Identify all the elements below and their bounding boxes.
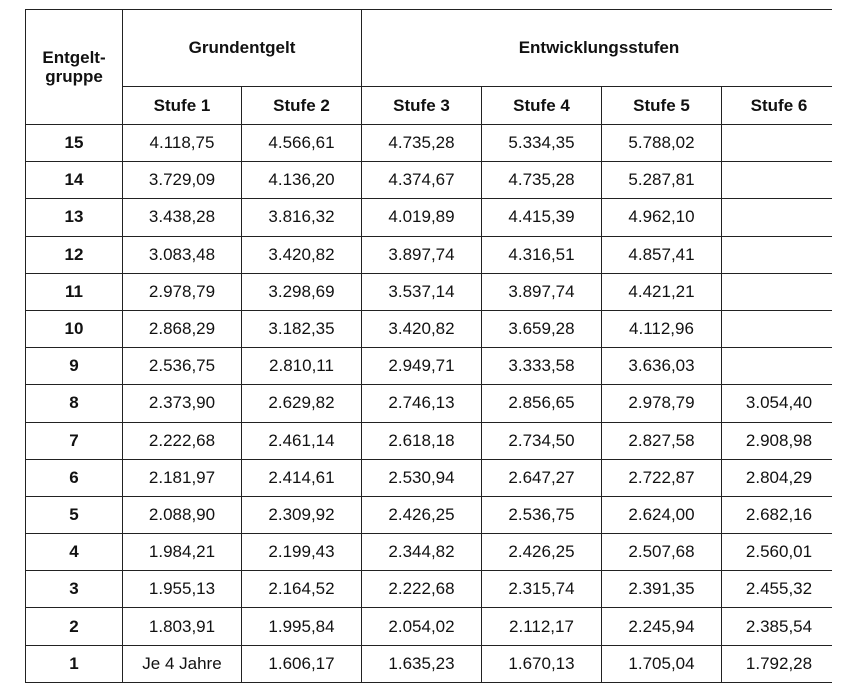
table-row bbox=[26, 422, 837, 459]
salary-cell: 4.735,28 bbox=[482, 162, 602, 199]
salary-cell: 4.421,21 bbox=[602, 273, 722, 310]
pay-group-cell: 5 bbox=[26, 496, 123, 533]
salary-cell: 3.333,58 bbox=[482, 348, 602, 385]
salary-cell: 5.287,81 bbox=[602, 162, 722, 199]
salary-cell: 2.647,27 bbox=[482, 459, 602, 496]
salary-cell: 2.112,17 bbox=[482, 608, 602, 645]
table-row bbox=[26, 385, 837, 422]
table-row bbox=[26, 162, 837, 199]
pay-group-header-line1: Entgelt- bbox=[42, 48, 106, 67]
salary-cell: 1.635,23 bbox=[362, 645, 482, 682]
pay-group-cell: 2 bbox=[26, 608, 123, 645]
level-header: Stufe 2 bbox=[242, 87, 362, 125]
salary-cell: 2.536,75 bbox=[123, 348, 242, 385]
salary-cell: 2.181,97 bbox=[123, 459, 242, 496]
salary-cell: 2.908,98 bbox=[722, 422, 837, 459]
pay-group-cell: 7 bbox=[26, 422, 123, 459]
salary-cell: 2.222,68 bbox=[362, 571, 482, 608]
salary-cell: 4.415,39 bbox=[482, 199, 602, 236]
salary-cell: 4.566,61 bbox=[242, 125, 362, 162]
salary-cell: 1.955,13 bbox=[123, 571, 242, 608]
salary-cell: 2.385,54 bbox=[722, 608, 837, 645]
salary-cell: 1.705,04 bbox=[602, 645, 722, 682]
level-header: Stufe 4 bbox=[482, 87, 602, 125]
pay-group-cell: 12 bbox=[26, 236, 123, 273]
salary-cell bbox=[722, 199, 837, 236]
table-row bbox=[26, 459, 837, 496]
pay-table-container bbox=[25, 9, 837, 683]
salary-cell bbox=[722, 273, 837, 310]
pay-group-cell: 15 bbox=[26, 125, 123, 162]
salary-cell: 3.182,35 bbox=[242, 310, 362, 347]
table-row bbox=[26, 571, 837, 608]
salary-cell: 1.606,17 bbox=[242, 645, 362, 682]
table-row bbox=[26, 608, 837, 645]
table-row bbox=[26, 125, 837, 162]
pay-group-cell: 6 bbox=[26, 459, 123, 496]
salary-cell: 1.792,28 bbox=[722, 645, 837, 682]
salary-cell: 3.420,82 bbox=[362, 310, 482, 347]
pay-group-header-line2: gruppe bbox=[45, 67, 103, 86]
table-row bbox=[26, 236, 837, 273]
salary-cell bbox=[722, 162, 837, 199]
salary-cell: 4.735,28 bbox=[362, 125, 482, 162]
salary-cell: 3.659,28 bbox=[482, 310, 602, 347]
page-margin bbox=[832, 0, 863, 700]
salary-cell: 3.729,09 bbox=[123, 162, 242, 199]
development-levels-header: Entwicklungsstufen bbox=[362, 10, 837, 87]
salary-cell: 3.420,82 bbox=[242, 236, 362, 273]
level-header: Stufe 1 bbox=[123, 87, 242, 125]
salary-cell: 2.088,90 bbox=[123, 496, 242, 533]
pay-group-cell: 14 bbox=[26, 162, 123, 199]
salary-cell: 2.164,52 bbox=[242, 571, 362, 608]
salary-cell: 2.804,29 bbox=[722, 459, 837, 496]
salary-cell: 2.978,79 bbox=[602, 385, 722, 422]
salary-cell bbox=[722, 348, 837, 385]
pay-group-cell: 10 bbox=[26, 310, 123, 347]
salary-cell: 1.670,13 bbox=[482, 645, 602, 682]
pay-group-header bbox=[26, 10, 123, 125]
salary-cell: 2.618,18 bbox=[362, 422, 482, 459]
pay-group-cell: 9 bbox=[26, 348, 123, 385]
table-row bbox=[26, 348, 837, 385]
salary-cell: 4.019,89 bbox=[362, 199, 482, 236]
base-pay-header: Grundentgelt bbox=[123, 10, 362, 87]
salary-cell: 4.962,10 bbox=[602, 199, 722, 236]
salary-cell: 4.857,41 bbox=[602, 236, 722, 273]
salary-cell: 2.309,92 bbox=[242, 496, 362, 533]
salary-cell: 2.426,25 bbox=[362, 496, 482, 533]
salary-cell: 3.054,40 bbox=[722, 385, 837, 422]
salary-cell: 3.636,03 bbox=[602, 348, 722, 385]
salary-cell: 5.334,35 bbox=[482, 125, 602, 162]
salary-cell: 2.391,35 bbox=[602, 571, 722, 608]
header-row-levels bbox=[26, 87, 837, 125]
salary-cell: 2.682,16 bbox=[722, 496, 837, 533]
salary-cell: 3.897,74 bbox=[482, 273, 602, 310]
table-row bbox=[26, 645, 837, 682]
salary-cell: 4.374,67 bbox=[362, 162, 482, 199]
header-row-top bbox=[26, 10, 837, 87]
pay-group-cell: 3 bbox=[26, 571, 123, 608]
salary-cell: 1.984,21 bbox=[123, 534, 242, 571]
salary-cell: 3.816,32 bbox=[242, 199, 362, 236]
salary-cell: Je 4 Jahre bbox=[123, 645, 242, 682]
salary-cell: 2.629,82 bbox=[242, 385, 362, 422]
salary-cell: 4.316,51 bbox=[482, 236, 602, 273]
salary-cell: 1.995,84 bbox=[242, 608, 362, 645]
salary-cell: 2.315,74 bbox=[482, 571, 602, 608]
salary-cell: 4.118,75 bbox=[123, 125, 242, 162]
table-row bbox=[26, 496, 837, 533]
salary-cell: 2.222,68 bbox=[123, 422, 242, 459]
salary-cell bbox=[722, 310, 837, 347]
salary-cell: 4.136,20 bbox=[242, 162, 362, 199]
table-row bbox=[26, 199, 837, 236]
table-body bbox=[26, 125, 837, 683]
salary-cell: 3.897,74 bbox=[362, 236, 482, 273]
pay-group-cell: 4 bbox=[26, 534, 123, 571]
salary-cell: 2.344,82 bbox=[362, 534, 482, 571]
salary-cell: 2.722,87 bbox=[602, 459, 722, 496]
table-row bbox=[26, 310, 837, 347]
salary-cell: 2.461,14 bbox=[242, 422, 362, 459]
salary-cell: 1.803,91 bbox=[123, 608, 242, 645]
salary-cell bbox=[722, 236, 837, 273]
pay-group-cell: 13 bbox=[26, 199, 123, 236]
salary-cell bbox=[722, 125, 837, 162]
salary-cell: 2.560,01 bbox=[722, 534, 837, 571]
salary-cell: 2.827,58 bbox=[602, 422, 722, 459]
salary-cell: 2.810,11 bbox=[242, 348, 362, 385]
salary-cell: 2.373,90 bbox=[123, 385, 242, 422]
pay-group-cell: 11 bbox=[26, 273, 123, 310]
salary-cell: 4.112,96 bbox=[602, 310, 722, 347]
salary-cell: 2.949,71 bbox=[362, 348, 482, 385]
salary-cell: 2.455,32 bbox=[722, 571, 837, 608]
pay-scale-table bbox=[25, 9, 837, 683]
salary-cell: 3.438,28 bbox=[123, 199, 242, 236]
salary-cell: 5.788,02 bbox=[602, 125, 722, 162]
level-header: Stufe 6 bbox=[722, 87, 837, 125]
salary-cell: 3.298,69 bbox=[242, 273, 362, 310]
level-header: Stufe 5 bbox=[602, 87, 722, 125]
salary-cell: 2.507,68 bbox=[602, 534, 722, 571]
table-row bbox=[26, 534, 837, 571]
table-row bbox=[26, 273, 837, 310]
salary-cell: 2.856,65 bbox=[482, 385, 602, 422]
level-header: Stufe 3 bbox=[362, 87, 482, 125]
salary-cell: 2.054,02 bbox=[362, 608, 482, 645]
pay-group-cell: 8 bbox=[26, 385, 123, 422]
salary-cell: 2.199,43 bbox=[242, 534, 362, 571]
salary-cell: 3.537,14 bbox=[362, 273, 482, 310]
salary-cell: 2.624,00 bbox=[602, 496, 722, 533]
salary-cell: 2.734,50 bbox=[482, 422, 602, 459]
salary-cell: 2.530,94 bbox=[362, 459, 482, 496]
pay-group-cell: 1 bbox=[26, 645, 123, 682]
salary-cell: 2.426,25 bbox=[482, 534, 602, 571]
salary-cell: 2.245,94 bbox=[602, 608, 722, 645]
salary-cell: 2.746,13 bbox=[362, 385, 482, 422]
salary-cell: 2.978,79 bbox=[123, 273, 242, 310]
salary-cell: 2.536,75 bbox=[482, 496, 602, 533]
salary-cell: 2.868,29 bbox=[123, 310, 242, 347]
salary-cell: 2.414,61 bbox=[242, 459, 362, 496]
salary-cell: 3.083,48 bbox=[123, 236, 242, 273]
